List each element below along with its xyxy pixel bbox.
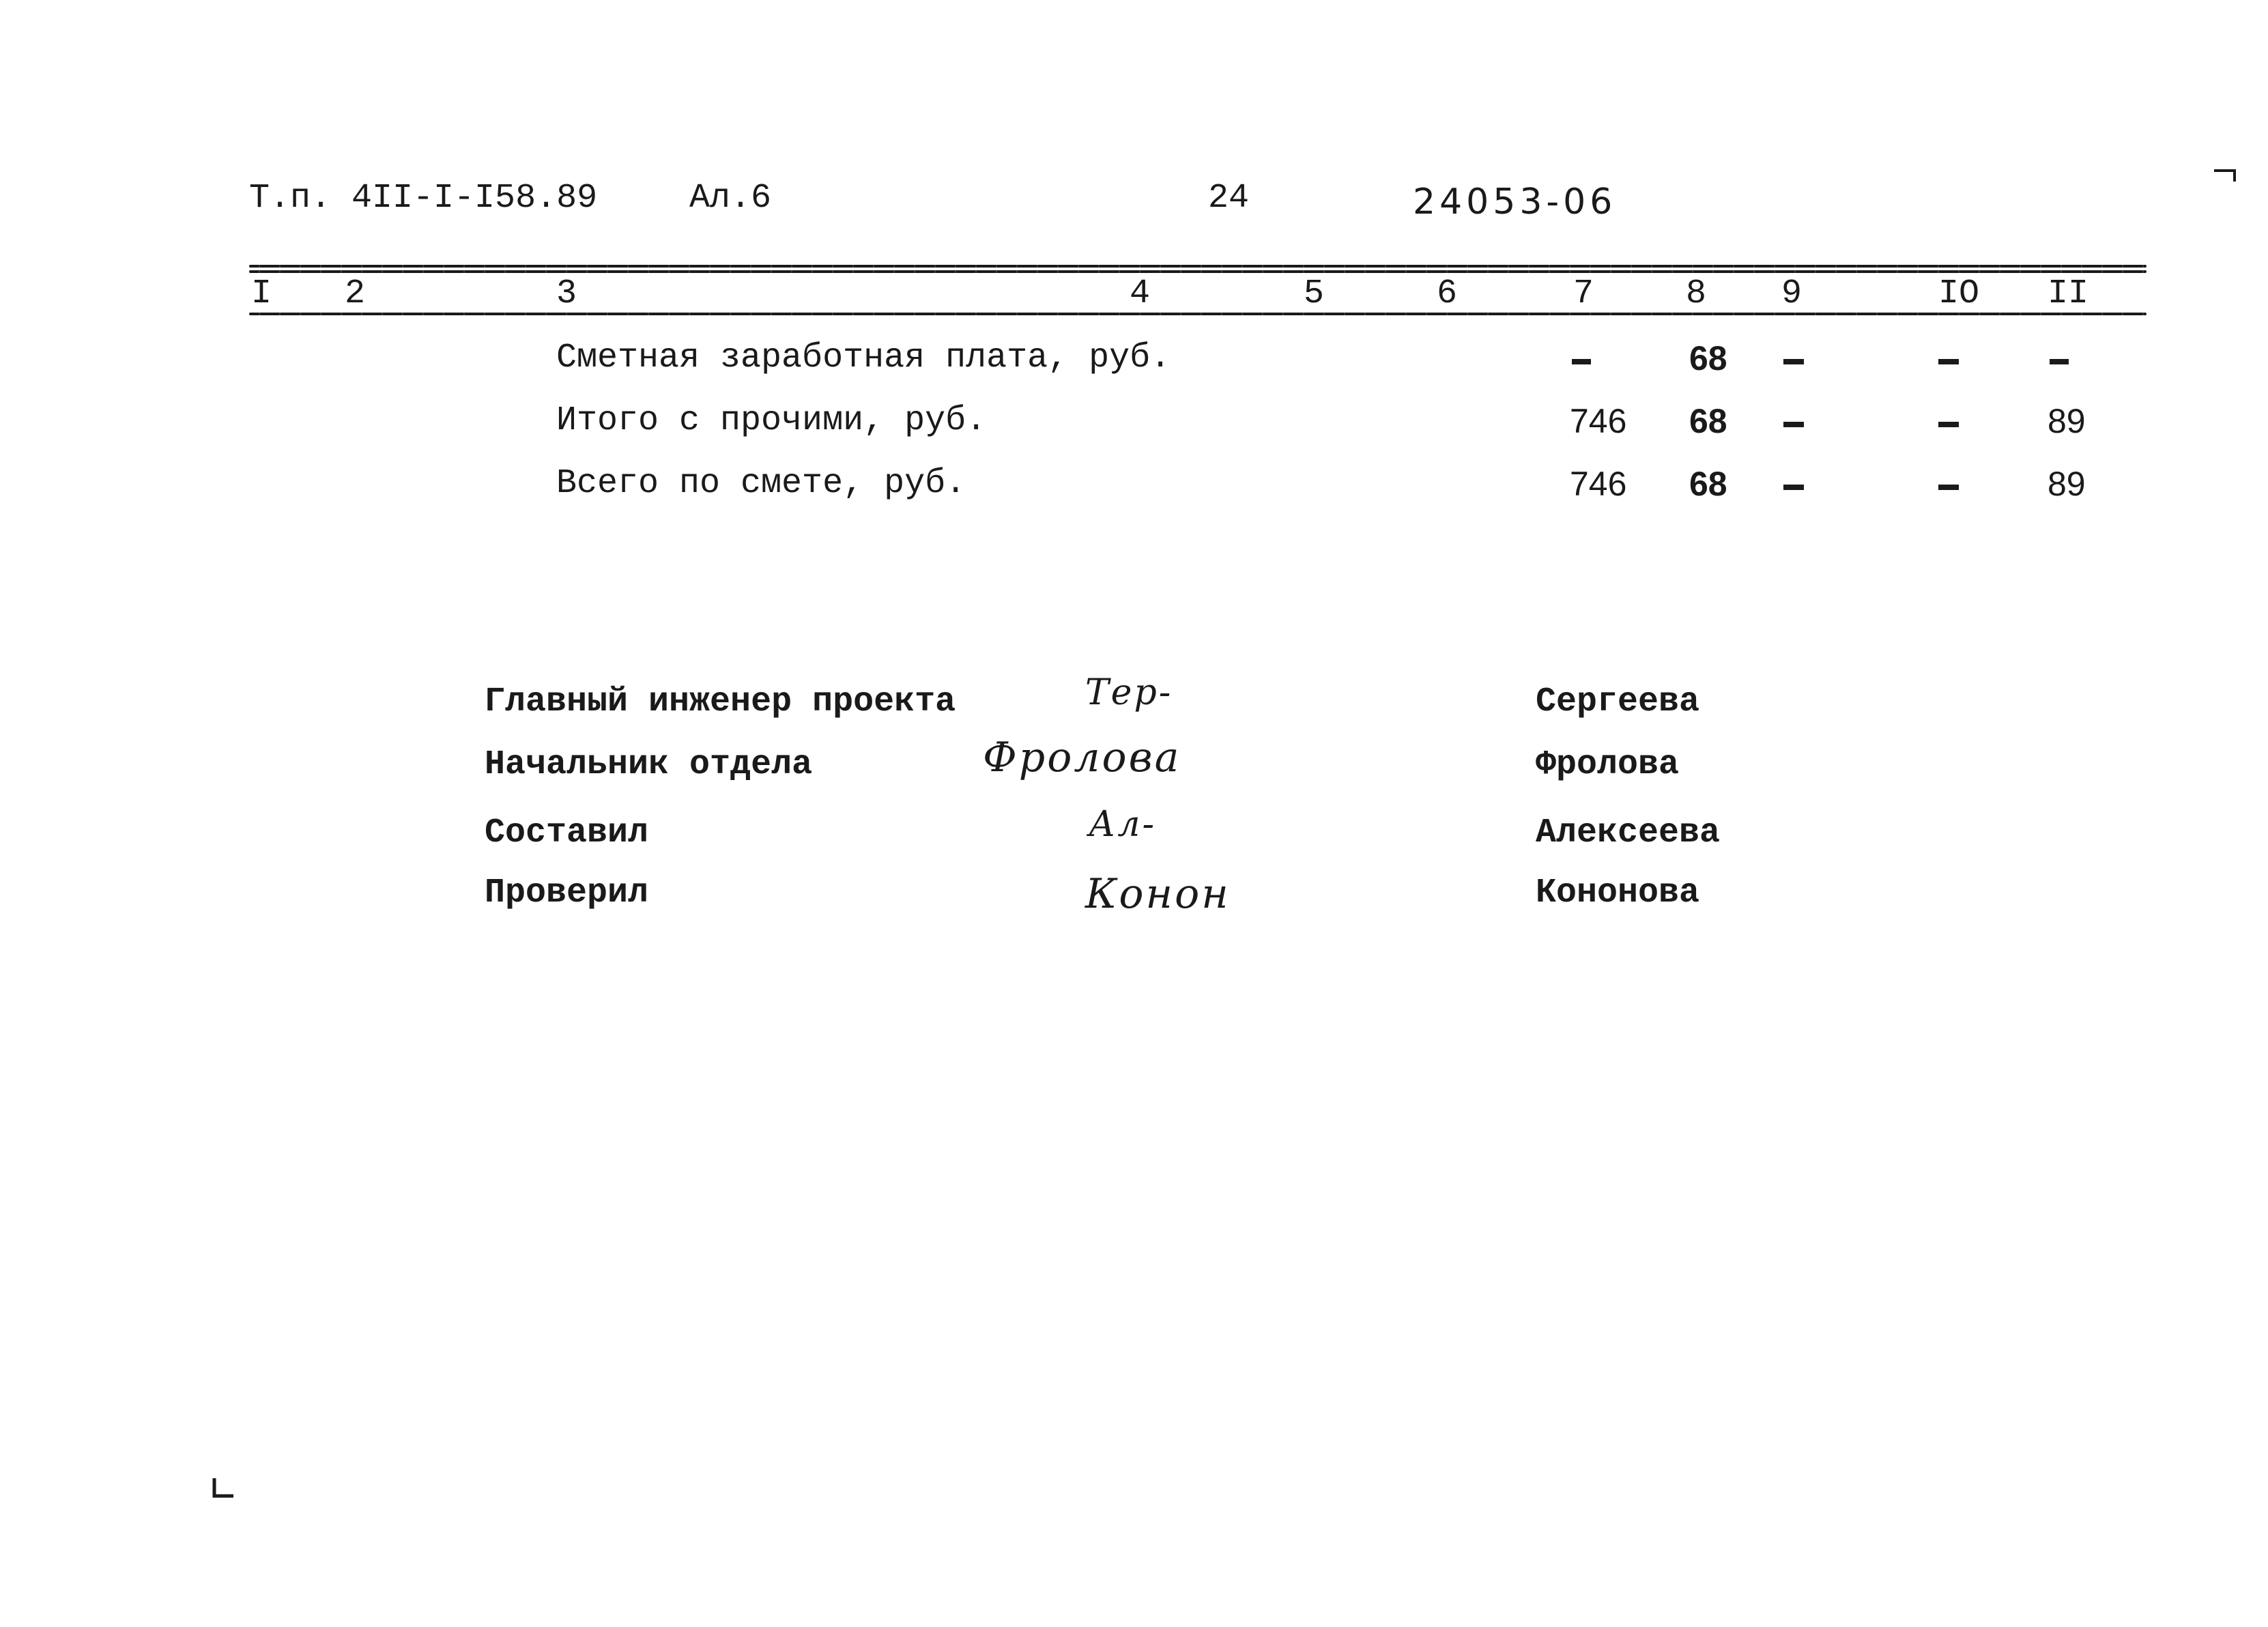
cell-col11 [2048,339,2059,378]
cell-col10 [1936,339,1948,378]
column-number: 5 [1304,274,1325,313]
cell-col10 [1936,464,1948,504]
dash-mark [1938,422,1959,427]
dash-mark [1783,359,1804,364]
column-number: IO [1938,274,1980,313]
table-top-rule [249,265,2147,268]
signer-name: Кононова [1536,874,1700,912]
table-top-rule-2 [249,270,2147,273]
cell-col11: 89 [2048,402,2086,440]
dash-mark [1938,359,1959,364]
column-number: 9 [1781,274,1803,313]
cell-col8: 68 [1689,339,1727,377]
column-number: 3 [556,274,577,313]
cell-col9 [1781,339,1793,378]
dash-mark [1783,485,1804,490]
column-number: 2 [345,274,366,313]
handwritten-signature: Фролова [983,734,1181,781]
cell-col7: 746 [1570,465,1627,503]
row-label: Сметная заработная плата, руб. [556,339,1171,377]
handwritten-signature: Конон [1085,870,1231,918]
dash-mark [1572,359,1591,364]
dash-mark [1783,422,1804,427]
signer-name: Алексеева [1536,814,1721,852]
row-label: Итого с прочими, руб. [556,401,987,440]
column-number: 6 [1437,274,1458,313]
cell-col9 [1781,401,1793,441]
cell-col8: 68 [1689,402,1727,440]
signature-role: Главный инженер проекта [485,682,956,721]
column-number: 7 [1573,274,1594,313]
cell-col7 [1570,339,1590,378]
column-number: 8 [1686,274,1707,313]
corner-mark-icon [210,1475,238,1503]
signer-name: Фролова [1536,745,1680,784]
table-header-rule [249,313,2147,315]
cell-col10 [1936,401,1948,441]
handwritten-number: 24053-06 [1413,182,1617,222]
cell-col11: 89 [2048,465,2086,503]
cell-col9 [1781,464,1793,504]
album-number: Ал.6 [689,179,772,218]
column-number: II [2048,274,2089,313]
signature-role: Начальник отдела [485,745,813,784]
dash-mark [2050,359,2069,364]
cell-col8: 68 [1689,465,1727,503]
page-number: 24 [1208,179,1250,218]
handwritten-signature: Ал- [1089,804,1157,845]
signature-role: Проверил [485,874,649,912]
dash-mark [1938,485,1959,490]
corner-mark-icon [2211,167,2241,194]
document-reference: Т.п. 4II-I-I58.89 [249,179,598,218]
column-number: I [251,274,272,313]
signer-name: Сергеева [1536,682,1700,721]
row-label: Всего по смете, руб. [556,464,966,503]
cell-col7: 746 [1570,402,1627,440]
handwritten-signature: Тер- [1085,672,1173,713]
column-number: 4 [1130,274,1151,313]
signature-role: Составил [485,814,649,852]
